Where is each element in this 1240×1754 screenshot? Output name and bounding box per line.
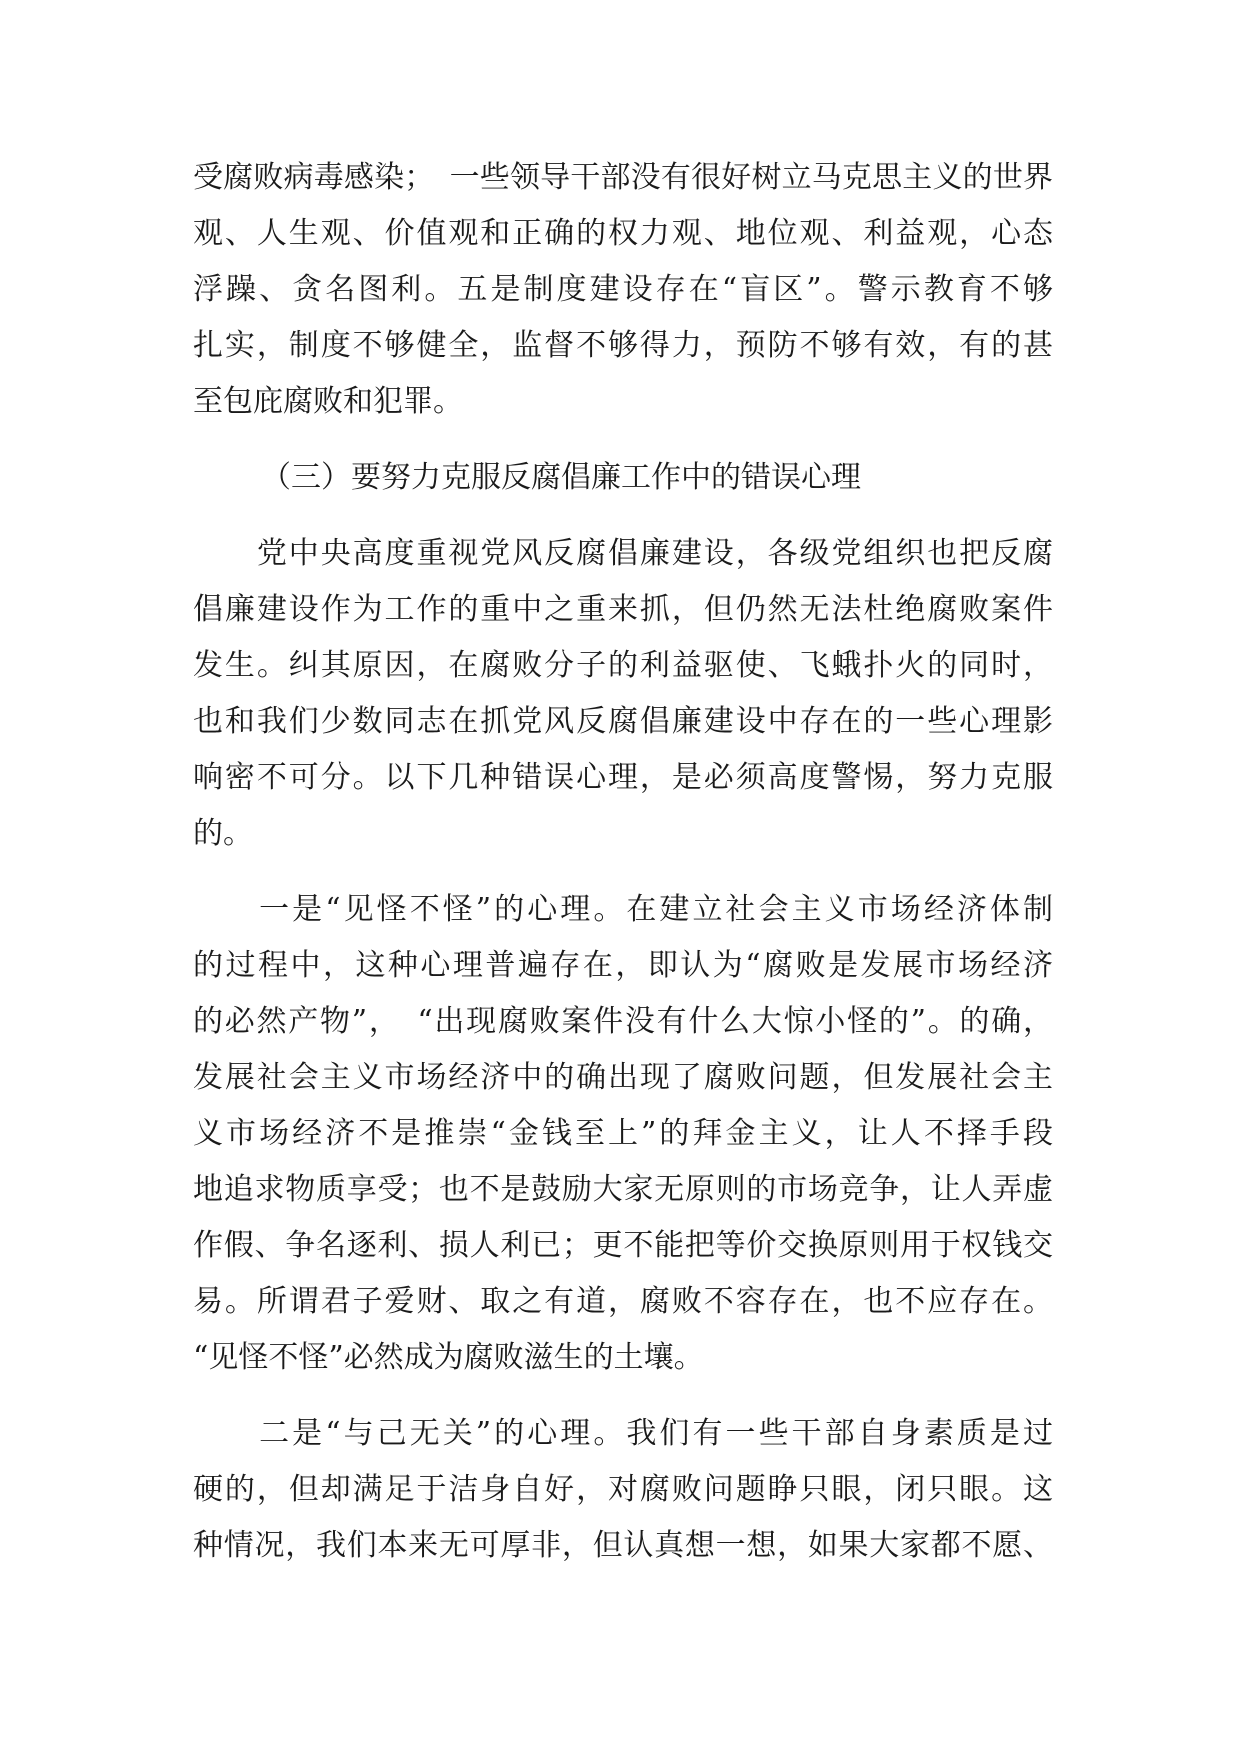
section-heading <box>193 450 1053 506</box>
text-line: 发展社会主义市场经济中的确出现了腐败问题，但发展社会主 <box>193 1060 1053 1095</box>
text-line: 易。所谓君子爱财、取之有道，腐败不容存在，也不应存在。 <box>193 1284 1053 1319</box>
text-line: 一是“见怪不怪”的心理。在建立社会主义市场经济体制 <box>193 892 1053 927</box>
paragraph-4 <box>193 1406 1053 1574</box>
paragraph-spacer <box>193 1386 1053 1406</box>
paragraph-2 <box>193 526 1053 862</box>
paragraph-spacer <box>193 862 1053 882</box>
section-heading-text: （三）要努力克服反腐倡廉工作中的错误心理 <box>261 460 861 495</box>
text-line: 响密不可分。以下几种错误心理，是必须高度警惕，努力克服 <box>193 760 1053 795</box>
text-line: 硬的，但却满足于洁身自好，对腐败问题睁只眼，闭只眼。这 <box>193 1472 1053 1507</box>
text-line: 的过程中，这种心理普遍存在，即认为“腐败是发展市场经济 <box>193 948 1053 983</box>
text-line: 的。 <box>193 816 253 851</box>
text-line: 发生。纠其原因，在腐败分子的利益驱使、飞蛾扑火的同时， <box>193 648 1053 683</box>
document-body <box>193 150 1053 1574</box>
text-line: 义市场经济不是推崇“金钱至上”的拜金主义，让人不择手段 <box>193 1116 1053 1151</box>
text-line: 种情况，我们本来无可厚非，但认真想一想，如果大家都不愿、 <box>193 1528 1053 1563</box>
paragraph-3 <box>193 882 1053 1386</box>
text-line: 倡廉建设作为工作的重中之重来抓，但仍然无法杜绝腐败案件 <box>193 592 1053 627</box>
text-line: 党中央高度重视党风反腐倡廉建设，各级党组织也把反腐 <box>193 536 1053 571</box>
text-line: 二是“与己无关”的心理。我们有一些干部自身素质是过 <box>193 1416 1053 1451</box>
text-line: 观、人生观、价值观和正确的权力观、地位观、利益观，心态 <box>193 216 1053 251</box>
text-line: 也和我们少数同志在抓党风反腐倡廉建设中存在的一些心理影 <box>193 704 1053 739</box>
text-line: 至包庇腐败和犯罪。 <box>193 384 463 419</box>
text-line: “见怪不怪”必然成为腐败滋生的土壤。 <box>193 1340 704 1375</box>
text-line: 作假、争名逐利、损人利已；更不能把等价交换原则用于权钱交 <box>193 1228 1053 1263</box>
text-line: 地追求物质享受；也不是鼓励大家无原则的市场竞争，让人弄虚 <box>193 1172 1053 1207</box>
text-line: 受腐败病毒感染； 一些领导干部没有很好树立马克思主义的世界 <box>193 160 1053 195</box>
text-line: 扎实，制度不够健全，监督不够得力，预防不够有效，有的甚 <box>193 328 1053 363</box>
paragraph-1 <box>193 150 1053 430</box>
text-line: 的必然产物”， “出现腐败案件没有什么大惊小怪的”。的确， <box>193 1004 1053 1039</box>
text-line: 浮躁、贪名图利。五是制度建设存在“盲区”。警示教育不够 <box>193 272 1053 307</box>
paragraph-spacer <box>193 506 1053 526</box>
paragraph-spacer <box>193 430 1053 450</box>
